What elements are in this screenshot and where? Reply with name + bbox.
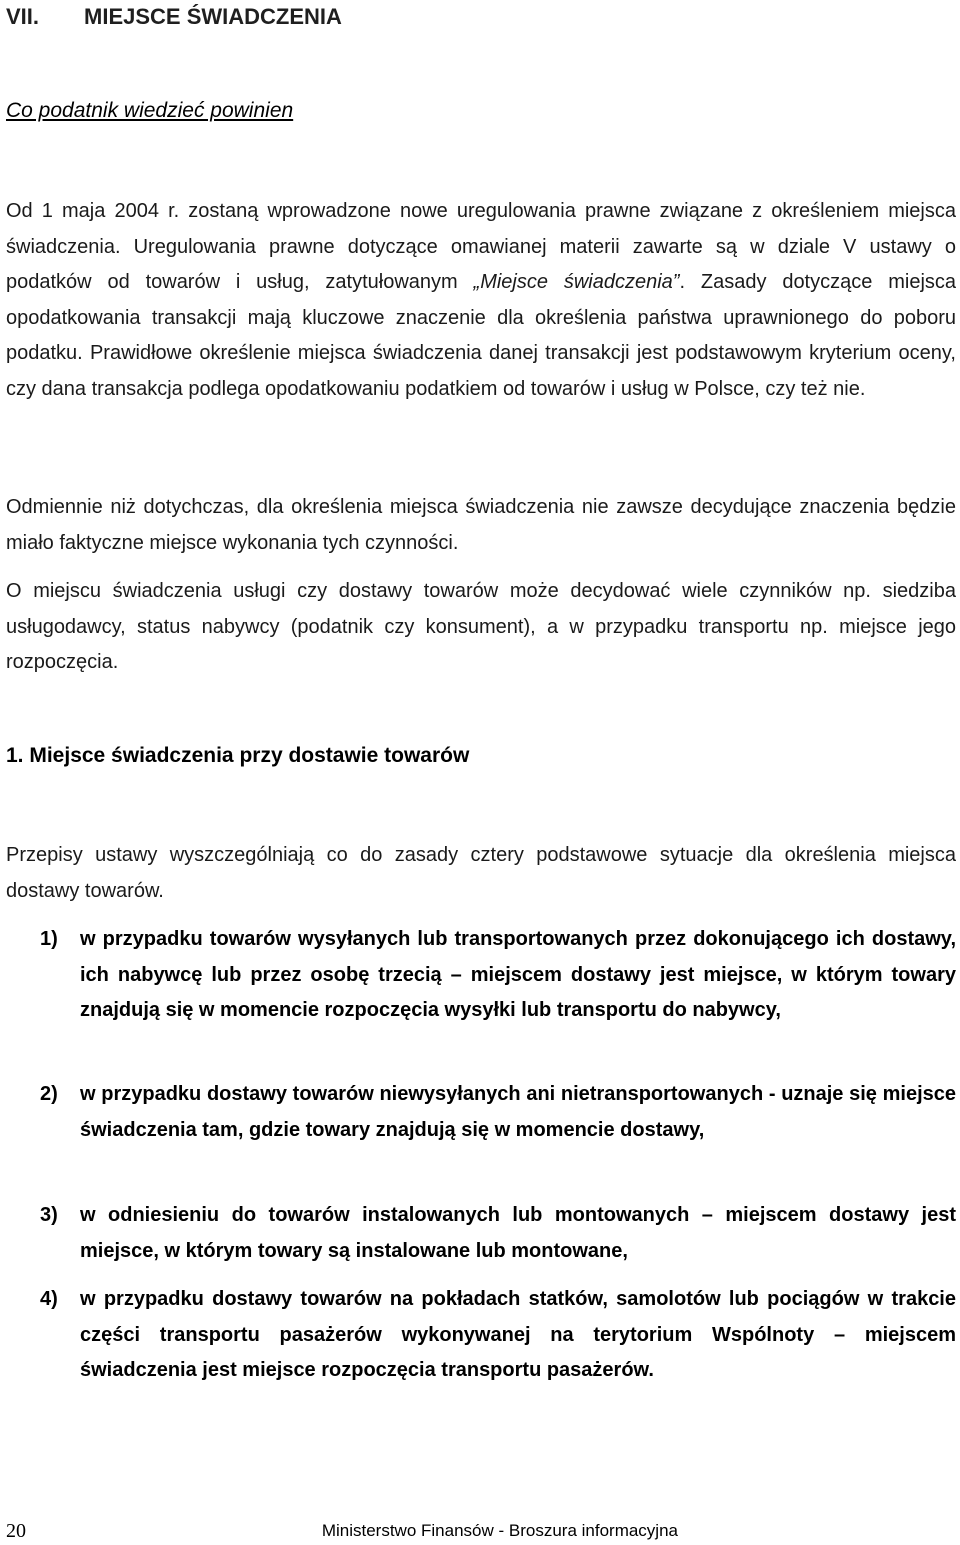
intro-paragraph-part-b: . Zasady dotyczące miejsca opodatkowania transakcji mają kluczowe znaczenie dla określenia państwa uprawnionego do poboru podatku. Prawidłowe określenie miejsca świadczenia danej transakcji jest podstawowym kryterium oceny, czy dana transakcja podlega opodatkowaniu podatkiem od towarów i usług w Polsce, czy też nie. <box>6 271 957 400</box>
footer-publisher: Ministerstwo Finansów - Broszura informacyjna <box>321 1521 678 1540</box>
list-item-text: w odniesieniu do towarów instalowanych lub montowanych – miejscem dostawy jest miejsce, w którym towary są instalowane lub montowane, <box>80 1204 956 1262</box>
list-item-number: 4) <box>40 1288 58 1310</box>
list-item-text: w przypadku dostawy towarów na pokładach statków, samolotów lub pociągów w trakcie części transportu pasażerów wykonywanej na terytorium Wspólnoty – miejscem świadczenia jest miejsce rozpoczęcia transportu pasażerów. <box>80 1288 956 1381</box>
list-item-number: 1) <box>40 928 58 950</box>
subtitle: Co podatnik wiedzieć powinien <box>6 99 294 122</box>
chapter-title: MIEJSCE ŚWIADCZENIA <box>84 4 342 29</box>
intro-paragraph <box>6 194 956 407</box>
list-item <box>40 1198 956 1269</box>
chapter-heading <box>6 4 342 30</box>
intro-paragraph-part-a: Od 1 maja 2004 r. zostaną wprowadzone nowe uregulowania prawne związane z określeniem miejsca świadczenia. Uregulowania prawne dotyczące omawianej materii zawarte są w dziale V ustawy o podatków od towarów i usług, zatytułowanym <box>6 200 956 293</box>
list-item-text: w przypadku dostawy towarów niewysyłanych ani nietransportowanych - uznaje się miejsce świadczenia tam, gdzie towary znajdują się w momencie dostawy, <box>80 1083 956 1141</box>
chapter-reference: „Miejsce świadczenia” <box>473 271 680 293</box>
list-item-number: 3) <box>40 1204 58 1226</box>
chapter-number: VII. <box>6 4 40 29</box>
paragraph-difference: Odmiennie niż dotychczas, dla określenia miejsca świadczenia nie zawsze decydujące znaczenia będzie miało faktyczne miejsce wykonania tych czynności. <box>6 496 956 554</box>
section-title: 1. Miejsce świadczenia przy dostawie towarów <box>6 744 470 767</box>
list-item <box>40 922 956 1029</box>
page-number: 20 <box>6 1520 26 1542</box>
paragraph-factors: O miejscu świadczenia usługi czy dostawy towarów może decydować wiele czynników np. siedziba usługodawcy, status nabywcy (podatnik czy konsument), a w przypadku transportu np. miejsce jego rozpoczęcia. <box>6 580 956 673</box>
list-item-text: w przypadku towarów wysyłanych lub transportowanych przez dokonującego ich dostawy, ich nabywcę lub przez osobę trzecią – miejscem dostawy jest miejsce, w którym towary znajdują się w momencie rozpoczęcia wysyłki lub transportu do nabywcy, <box>80 928 956 1021</box>
section-intro: Przepisy ustawy wyszczególniają co do zasady cztery podstawowe sytuacje dla określenia miejsca dostawy towarów. <box>6 844 956 902</box>
list-item-number: 2) <box>40 1083 58 1105</box>
list-item <box>40 1282 956 1389</box>
list-item <box>40 1077 956 1148</box>
